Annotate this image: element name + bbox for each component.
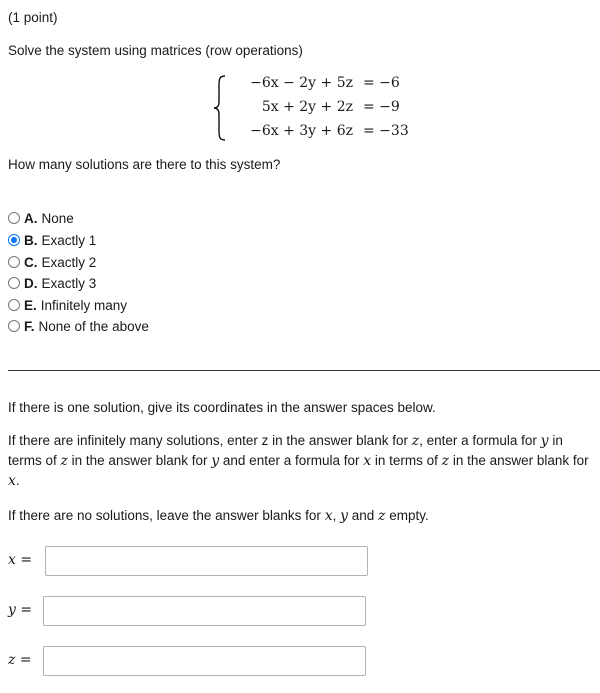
x-answer-label (8, 552, 32, 568)
option-label: Infinitely many (40, 297, 128, 313)
instruction-text: empty. (385, 508, 429, 523)
equals-sign: = (15, 652, 32, 668)
option-e[interactable] (8, 295, 127, 315)
instruction-text: in terms of (8, 433, 563, 468)
math-variable: z (8, 652, 16, 668)
option-c[interactable] (8, 252, 96, 272)
option-label: Exactly 1 (41, 232, 97, 248)
math-variable: z (378, 508, 386, 524)
equation-lhs: −6x + 3y + 6z (250, 123, 353, 139)
equation-rhs: = −33 (363, 123, 409, 139)
instruction-text: in terms of (371, 453, 442, 468)
z-answer-label (8, 652, 32, 668)
instruction-text: and (348, 508, 379, 523)
option-f[interactable] (8, 316, 149, 336)
radio-button[interactable] (8, 277, 20, 289)
instruction-text: If there are no solutions, leave the answer blanks for (8, 508, 325, 523)
equation-rhs: = −9 (363, 99, 400, 115)
one-solution-instruction: If there is one solution, give its coordinates in the answer spaces below. (8, 400, 436, 415)
equation-row (213, 96, 413, 118)
option-letter: A. (24, 210, 38, 226)
instruction-text: in the answer blank for (67, 453, 212, 468)
math-variable: x (363, 453, 372, 469)
option-letter: D. (24, 275, 38, 291)
radio-button[interactable] (8, 320, 20, 332)
equation-row (213, 120, 413, 142)
option-label: None of the above (38, 318, 149, 334)
y-answer-input[interactable] (43, 596, 366, 626)
instruction-text: , (332, 508, 341, 523)
math-variable: z (60, 453, 68, 469)
option-b[interactable] (8, 230, 96, 250)
math-variable: z (411, 433, 420, 449)
no-solution-instruction (8, 506, 596, 526)
option-a[interactable] (8, 208, 74, 228)
instruction-text: in the answer blank for (449, 453, 589, 468)
equation-lhs: 5x + 2y + 2z (261, 99, 353, 115)
option-letter: E. (24, 297, 37, 313)
math-variable: y (8, 602, 16, 618)
radio-button[interactable] (8, 256, 20, 268)
math-variable: x (8, 552, 16, 568)
x-answer-input[interactable] (45, 546, 368, 576)
question-text: How many solutions are there to this system? (8, 157, 281, 172)
equals-sign: = (15, 602, 33, 618)
math-variable: y (340, 508, 349, 524)
math-variable: y (540, 433, 549, 449)
instruction-text: If there are infinitely many solutions, enter z in the answer blank for (8, 433, 412, 448)
equation-row (213, 72, 413, 94)
math-variable: x (324, 508, 333, 524)
option-d[interactable] (8, 273, 96, 293)
equation-rhs: = −6 (363, 75, 400, 91)
math-variable: z (441, 453, 450, 469)
radio-button-selected[interactable] (8, 234, 20, 246)
section-divider (8, 370, 600, 371)
problem-instruction: Solve the system using matrices (row operations) (8, 43, 303, 58)
instruction-text: and enter a formula for (219, 453, 364, 468)
y-answer-label (8, 602, 32, 618)
z-answer-input[interactable] (43, 646, 366, 676)
points-label: (1 point) (8, 10, 58, 25)
option-label: None (41, 210, 74, 226)
instruction-text: , enter a formula for (419, 433, 541, 448)
infinite-solutions-instruction (8, 431, 598, 491)
option-letter: C. (24, 254, 38, 270)
radio-button[interactable] (8, 299, 20, 311)
equation-system (213, 74, 413, 142)
instruction-text: . (15, 473, 20, 488)
option-letter: B. (24, 232, 38, 248)
radio-button[interactable] (8, 212, 20, 224)
equals-sign: = (15, 552, 33, 568)
equation-lhs: −6x − 2y + 5z (250, 75, 353, 91)
option-letter: F. (24, 318, 35, 334)
option-label: Exactly 2 (41, 254, 97, 270)
math-variable: y (211, 453, 220, 469)
math-variable: x (8, 473, 16, 489)
option-label: Exactly 3 (41, 275, 97, 291)
